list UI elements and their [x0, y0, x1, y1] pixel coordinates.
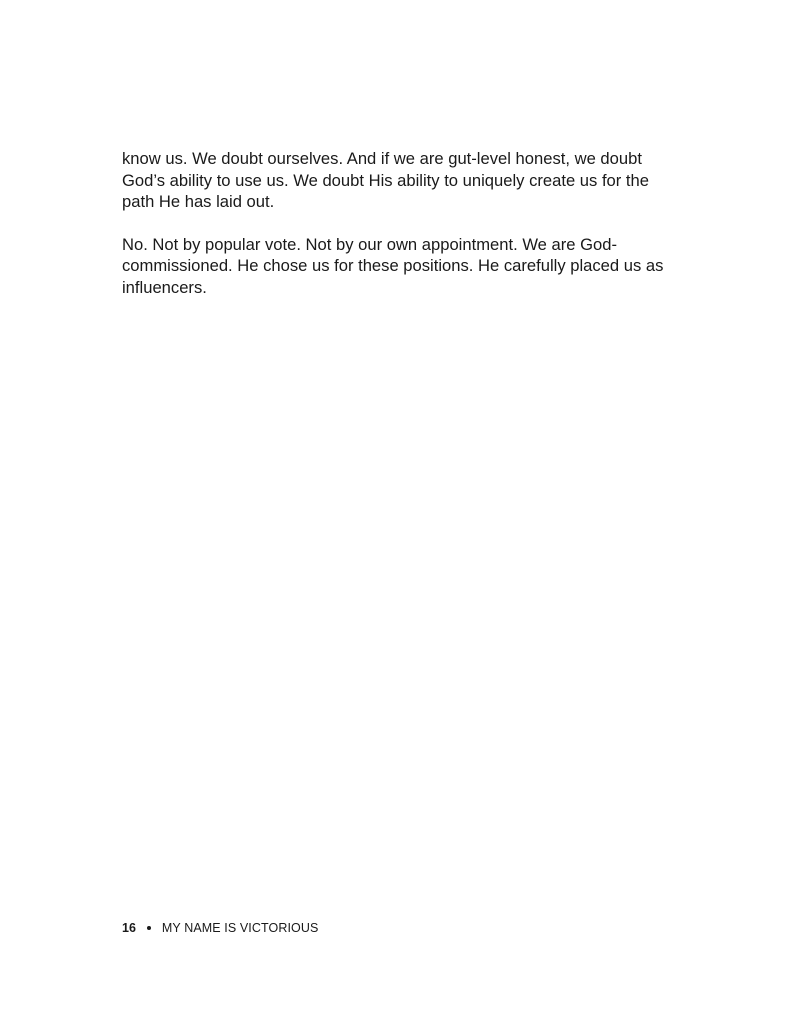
bullet-separator-icon — [147, 926, 151, 930]
paragraph — [122, 148, 682, 213]
paragraph — [122, 234, 682, 299]
body-text — [122, 148, 682, 298]
page-number: 16 — [122, 921, 136, 935]
text-line: commissioned. He chose us for these positions. He carefully placed us as — [122, 256, 664, 275]
text-line: path He has laid out. — [122, 192, 275, 211]
text-line: No. Not by popular vote. Not by our own appointment. We are God- — [122, 234, 618, 254]
text-line: know us. We doubt ourselves. And if we are gut-level honest, we doubt — [122, 149, 642, 168]
page-footer — [122, 919, 318, 937]
paragraph-spacer — [122, 213, 682, 234]
text-line: God’s ability to use us. We doubt His ability to uniquely create us for the — [122, 170, 649, 190]
running-title: MY NAME IS VICTORIOUS — [161, 921, 319, 935]
text-line: influencers. — [122, 277, 207, 297]
